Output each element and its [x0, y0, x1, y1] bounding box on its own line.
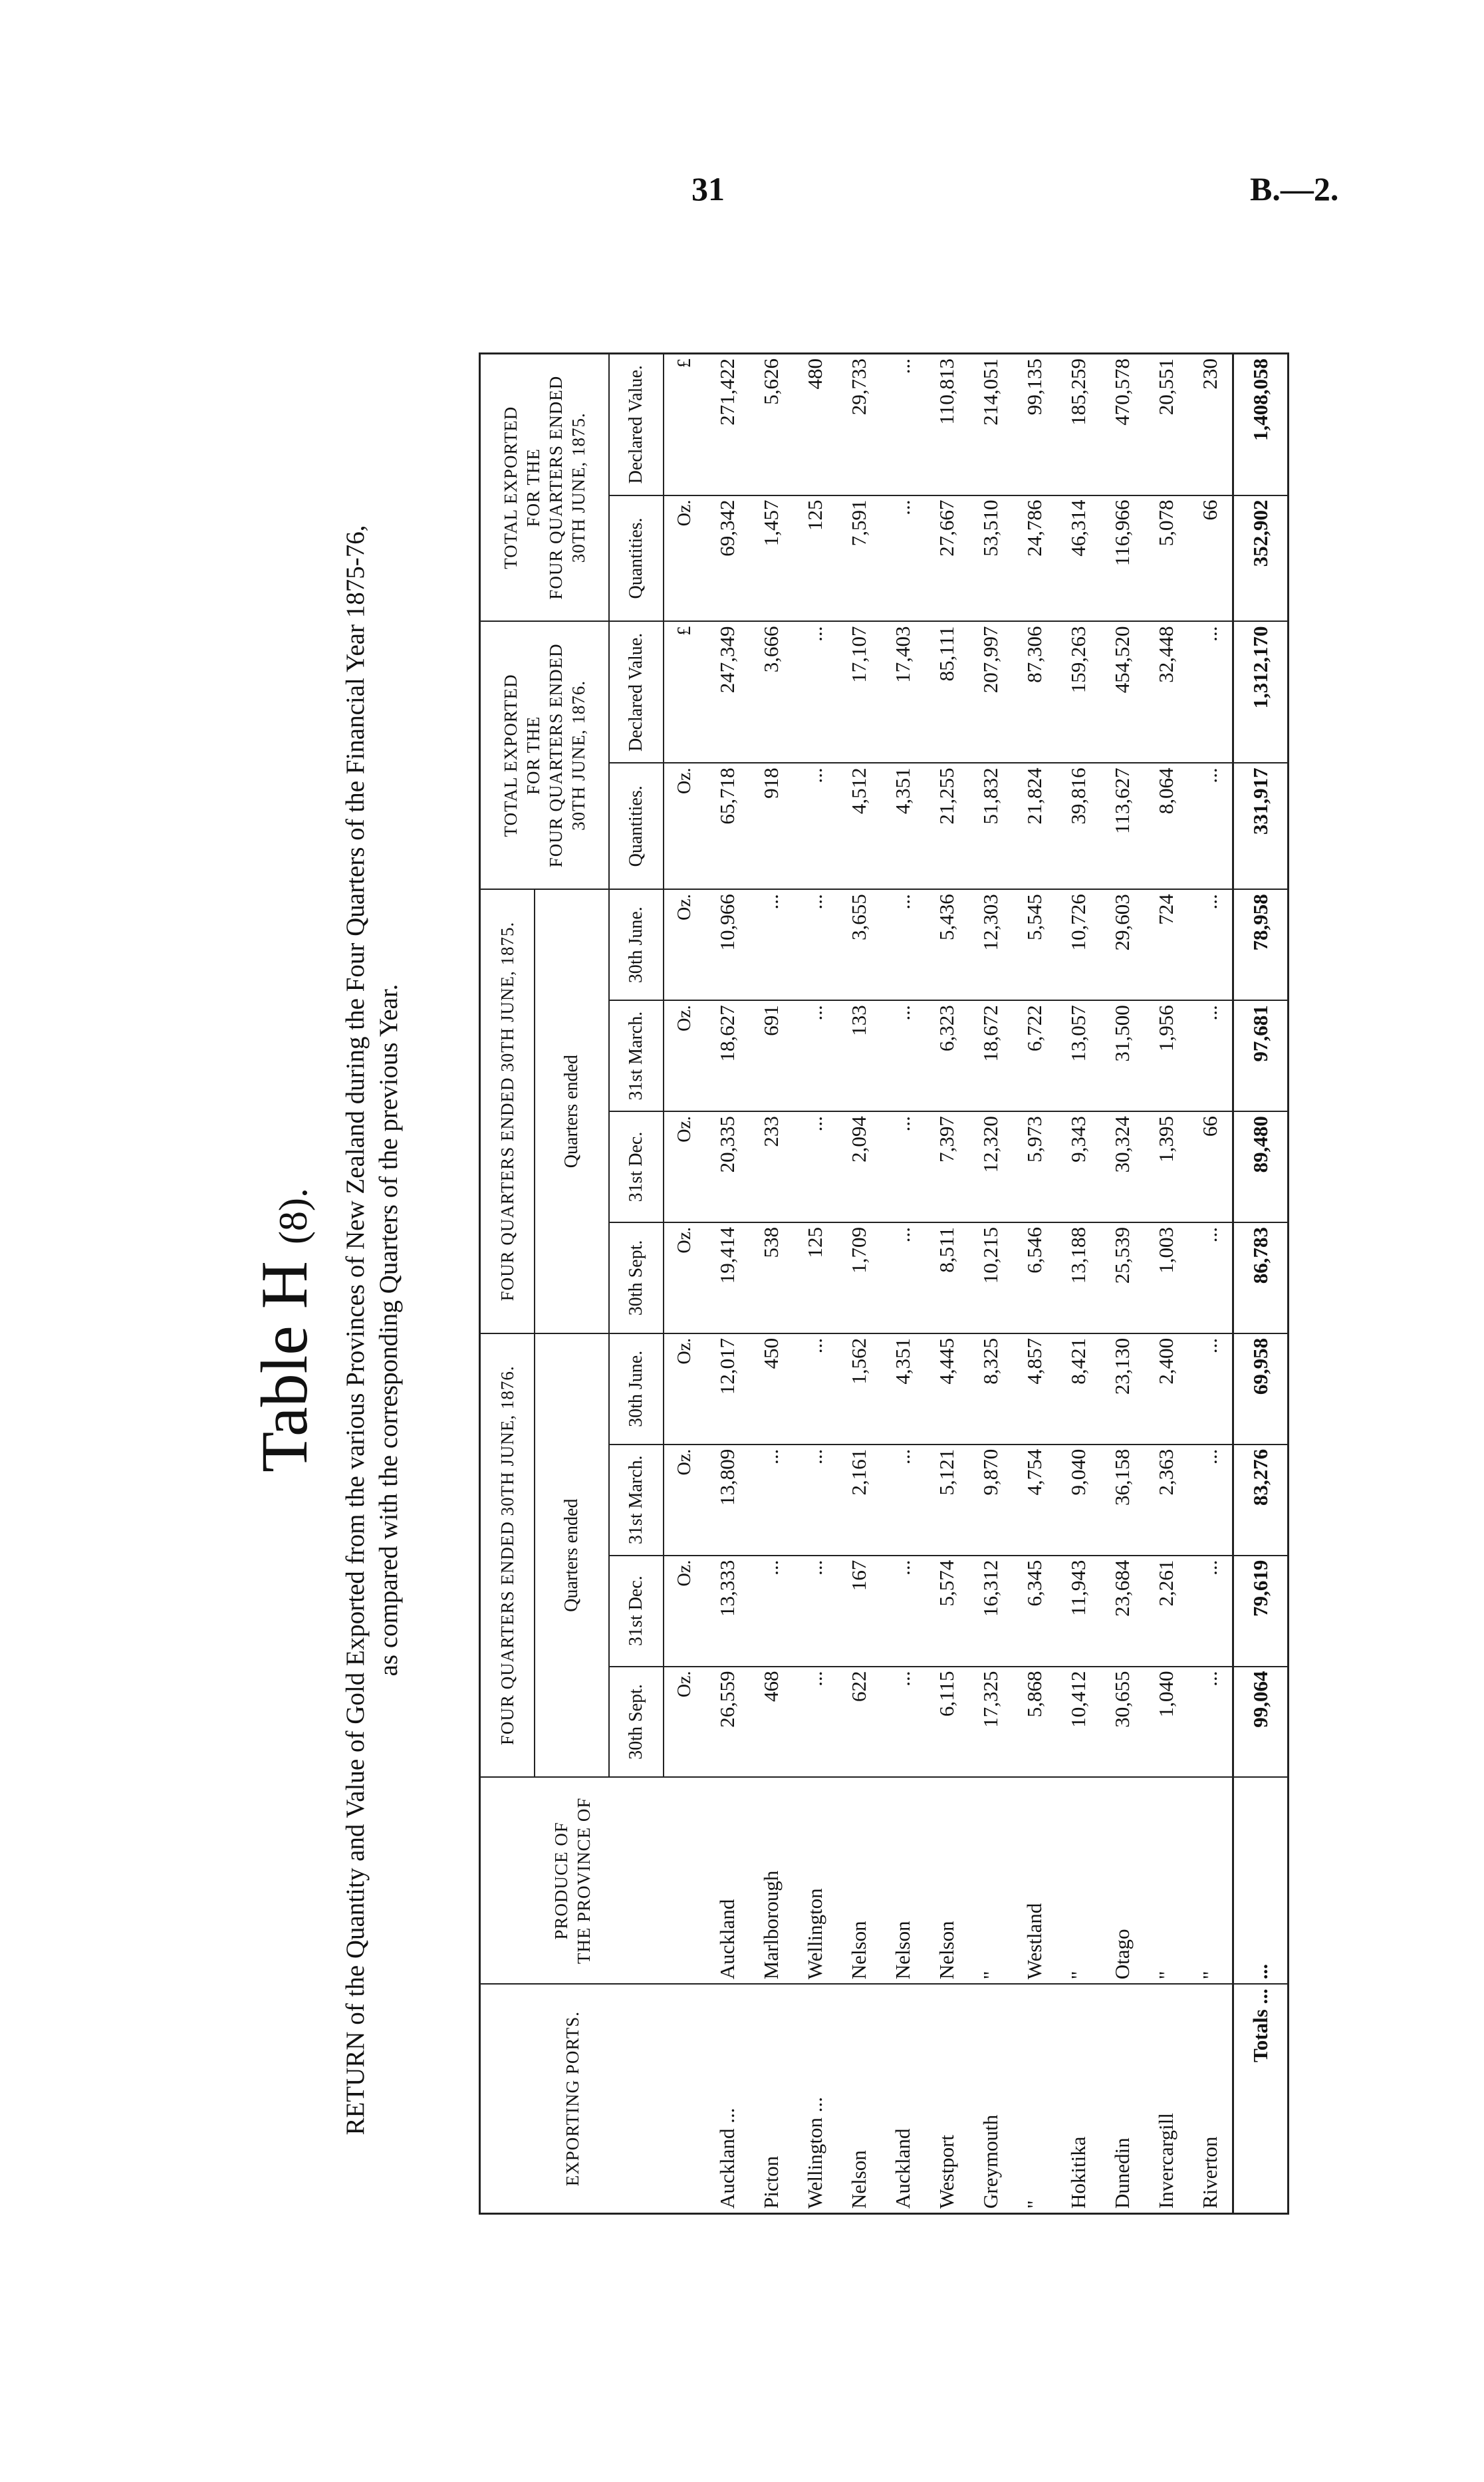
cell-quarter-1876: ... [793, 1333, 837, 1445]
cell-total-1876-value: 159,263 [1056, 621, 1100, 763]
cell-total-1876-quantity: 21,824 [1013, 763, 1056, 889]
cell-quarter-1875: ... [749, 889, 793, 1000]
header-declared-value-1875: Declared Value. [609, 354, 664, 495]
table-title-main: Table H [247, 1261, 321, 1472]
cell-total-1875-quantity: 66 [1188, 495, 1233, 622]
cell-quarter-1876: 5,121 [925, 1445, 969, 1556]
cell-total-1876-quantity: ... [793, 763, 837, 889]
cell-total-1876-value: 454,520 [1100, 621, 1144, 763]
cell-quarter-1876: 13,333 [705, 1556, 749, 1667]
cell-quarter-1876: 23,130 [1100, 1333, 1144, 1445]
cell-exporting-port: Auckland [891, 2128, 914, 2209]
header-total-1875 [480, 354, 610, 622]
header-declared-value-1876: Declared Value. [609, 621, 664, 763]
table-row [925, 354, 969, 2214]
cell-quarter-1876: 5,868 [1013, 1667, 1056, 1778]
unit-blank [664, 1777, 705, 1984]
cell-total-1876-value: 207,997 [969, 621, 1013, 763]
cell-quarter-1876: 16,312 [969, 1556, 1013, 1667]
header-total-1875-line-4: 30TH JUNE, 1875. [568, 412, 588, 563]
cell-quarter-1875: 12,320 [969, 1111, 1013, 1222]
cell-quarter-1875: 10,726 [1056, 889, 1100, 1000]
cell-totals-label: Totals ... [1233, 1984, 1289, 2213]
unit-oz: Oz. [664, 1445, 705, 1556]
cell-total-1875-quantity: 53,510 [969, 495, 1013, 622]
cell-exporting-port: Auckland ... [715, 2108, 739, 2209]
cell-quarter-1875: 6,323 [925, 1000, 969, 1111]
cell-province: Nelson [881, 1777, 925, 1984]
header-total-1875-line-3: FOUR QUARTERS ENDED [546, 375, 566, 600]
document-reference: B.—2. [1250, 170, 1339, 207]
cell-quarter-1876: 11,943 [1056, 1556, 1100, 1667]
cell-quarter-1876: 8,421 [1056, 1333, 1100, 1445]
header-total-1876-line-1: TOTAL EXPORTED [501, 674, 521, 837]
cell-quarter-1876: 2,400 [1144, 1333, 1188, 1445]
cell-total-1875-value: 5,626 [749, 354, 793, 495]
cell-quarter-1875: 6,722 [1013, 1000, 1056, 1111]
cell-quarter-1876: ... [793, 1667, 837, 1778]
cell-quarter-1875: ... [793, 1000, 837, 1111]
unit-oz: Oz. [664, 1333, 705, 1445]
cell-quarter-1875: 66 [1188, 1111, 1233, 1222]
cell-exporting-port: Dunedin [1110, 2137, 1134, 2209]
header-total-1876 [480, 621, 610, 889]
cell-quarter-1876: 4,754 [1013, 1445, 1056, 1556]
cell-grand-total-1875-quantity: 352,902 [1233, 495, 1289, 622]
table-row [1013, 354, 1056, 2214]
cell-quarter-1876: ... [1188, 1333, 1233, 1445]
cell-exporting-port: Invercargill [1154, 2112, 1177, 2209]
totals-row [1233, 354, 1289, 2214]
cell-total-1875-value: 470,578 [1100, 354, 1144, 495]
header-quarters-ended-1875: Quarters ended [535, 889, 609, 1333]
cell-exporting-port: Wellington ... [803, 2097, 826, 2209]
cell-quarter-1875: ... [881, 1000, 925, 1111]
cell-quarter-1876: 4,857 [1013, 1333, 1056, 1445]
cell-quarter-1875: ... [1188, 1222, 1233, 1333]
cell-total-1875-value: 271,422 [705, 354, 749, 495]
cell-quarter-1875: 538 [749, 1222, 793, 1333]
cell-quarter-1875: 5,436 [925, 889, 969, 1000]
cell-total-1875-value: 99,135 [1013, 354, 1056, 495]
cell-quarter-1875: 2,094 [837, 1111, 881, 1222]
cell-total-1875-quantity: 116,966 [1100, 495, 1144, 622]
cell-province: Auckland [705, 1777, 749, 1984]
unit-oz: Oz. [664, 889, 705, 1000]
table-row [837, 354, 881, 2214]
cell-quarter-1876: 622 [837, 1667, 881, 1778]
cell-quarter-1875: 233 [749, 1111, 793, 1222]
header-quantities-1876: Quantities. [609, 763, 664, 889]
cell-total-1875-quantity: ... [881, 495, 925, 622]
cell-quarter-1875: 19,414 [705, 1222, 749, 1333]
cell-total-1876-quantity: 51,832 [969, 763, 1013, 889]
cell-quarter-1875: 724 [1144, 889, 1188, 1000]
caption-line-1: RETURN of the Quantity and Value of Gold Exported from the various Provinces of New Zealand during the Four Quarters of the Financial Year 1875-76, [341, 525, 370, 2136]
cell-quarter-1876: 6,345 [1013, 1556, 1056, 1667]
cell-quarter-1876: ... [749, 1445, 793, 1556]
cell-province: Marlborough [749, 1777, 793, 1984]
cell-total-1876-value: 85,111 [925, 621, 969, 763]
cell-total-1876-value: 32,448 [1144, 621, 1188, 763]
unit-oz: Oz. [664, 1556, 705, 1667]
cell-total-quarter-1876: 69,958 [1233, 1333, 1289, 1445]
cell-grand-total-1876-quantity: 331,917 [1233, 763, 1289, 889]
table-body [664, 354, 1289, 2214]
cell-quarter-1876: ... [793, 1445, 837, 1556]
cell-quarter-1876: ... [881, 1556, 925, 1667]
cell-exporting-port: Westport [935, 2134, 958, 2209]
cell-quarter-1876: ... [1188, 1667, 1233, 1778]
cell-total-1876-quantity: 21,255 [925, 763, 969, 889]
cell-total-quarter-1875: 78,958 [1233, 889, 1289, 1000]
cell-province: Wellington [793, 1777, 837, 1984]
cell-quarter-1875: 7,397 [925, 1111, 969, 1222]
cell-quarter-1875: 31,500 [1100, 1000, 1144, 1111]
header-quarters-ended-1876: Quarters ended [535, 1333, 609, 1778]
cell-quarter-1875: 1,003 [1144, 1222, 1188, 1333]
header-four-quarters-1875: FOUR QUARTERS ENDED 30TH JUNE, 1875. [480, 889, 535, 1333]
table-title [246, 333, 322, 2328]
cell-quarter-1875: 18,627 [705, 1000, 749, 1111]
table-title-number: (8). [271, 1188, 315, 1245]
table-row [969, 354, 1013, 2214]
cell-quarter-1875: 25,539 [1100, 1222, 1144, 1333]
header-total-1876-line-3: FOUR QUARTERS ENDED [546, 643, 566, 868]
cell-total-1875-quantity: 46,314 [1056, 495, 1100, 622]
cell-total-1876-quantity: ... [1188, 763, 1233, 889]
page-number: 31 [691, 170, 725, 207]
cell-province: Nelson [837, 1777, 881, 1984]
cell-exporting-port: Hokitika [1066, 2136, 1090, 2209]
header-q1-1875: 30th Sept. [609, 1222, 664, 1333]
cell-quarter-1876: 2,363 [1144, 1445, 1188, 1556]
cell-quarter-1875: 125 [793, 1222, 837, 1333]
cell-quarter-1876: 17,325 [969, 1667, 1013, 1778]
cell-quarter-1876: 450 [749, 1333, 793, 1445]
cell-quarter-1876: ... [881, 1667, 925, 1778]
cell-province: " [1188, 1777, 1233, 1984]
table-row [749, 354, 793, 2214]
cell-quarter-1876: 13,809 [705, 1445, 749, 1556]
cell-quarter-1875: ... [881, 1222, 925, 1333]
unit-oz: Oz. [664, 495, 705, 622]
cell-quarter-1876: 6,115 [925, 1667, 969, 1778]
cell-quarter-1875: 9,343 [1056, 1111, 1100, 1222]
cell-quarter-1875: 29,603 [1100, 889, 1144, 1000]
unit-blank [664, 1984, 705, 2213]
cell-quarter-1876: 26,559 [705, 1667, 749, 1778]
header-total-1875-line-1: TOTAL EXPORTED [501, 406, 521, 569]
cell-grand-total-1875-value: 1,408,058 [1233, 354, 1289, 495]
cell-quarter-1875: 1,956 [1144, 1000, 1188, 1111]
cell-exporting-port: Nelson [847, 2150, 870, 2209]
header-produce-line-1: PRODUCE OF [551, 1822, 571, 1940]
cell-quarter-1876: 1,040 [1144, 1667, 1188, 1778]
cell-quarter-1876: ... [1188, 1445, 1233, 1556]
cell-quarter-1875: 10,215 [969, 1222, 1013, 1333]
cell-total-quarter-1876: 99,064 [1233, 1667, 1289, 1778]
header-produce-of [480, 1777, 664, 1984]
cell-quarter-1875: 10,966 [705, 889, 749, 1000]
cell-quarter-1875: 30,324 [1100, 1111, 1144, 1222]
cell-quarter-1876: 10,412 [1056, 1667, 1100, 1778]
cell-total-quarter-1876: 83,276 [1233, 1445, 1289, 1556]
cell-total-1875-value: 29,733 [837, 354, 881, 495]
gold-export-table [479, 352, 1289, 2215]
header-total-1876-line-4: 30TH JUNE, 1876. [568, 680, 588, 831]
cell-quarter-1875: 8,511 [925, 1222, 969, 1333]
cell-totals-province: ... [1233, 1777, 1289, 1984]
cell-quarter-1876: 30,655 [1100, 1667, 1144, 1778]
table-row [1100, 354, 1144, 2214]
cell-exporting-port: Greymouth [979, 2114, 1002, 2209]
header-q2-1875: 31st Dec. [609, 1111, 664, 1222]
cell-quarter-1876: 2,261 [1144, 1556, 1188, 1667]
cell-province: Westland [1013, 1777, 1056, 1984]
header-four-quarters-1876: FOUR QUARTERS ENDED 30TH JUNE, 1876. [480, 1333, 535, 1778]
cell-quarter-1875: 691 [749, 1000, 793, 1111]
cell-quarter-1875: 1,709 [837, 1222, 881, 1333]
cell-total-1876-value: ... [793, 621, 837, 763]
cell-quarter-1875: 5,545 [1013, 889, 1056, 1000]
cell-quarter-1875: 6,546 [1013, 1222, 1056, 1333]
cell-province: " [969, 1777, 1013, 1984]
cell-total-1876-value: 87,306 [1013, 621, 1056, 763]
header-q3-1875: 31st March. [609, 1000, 664, 1111]
cell-quarter-1876: ... [881, 1445, 925, 1556]
cell-quarter-1875: 3,655 [837, 889, 881, 1000]
cell-total-quarter-1875: 89,480 [1233, 1111, 1289, 1222]
cell-quarter-1875: 13,057 [1056, 1000, 1100, 1111]
cell-quarter-1876: 23,684 [1100, 1556, 1144, 1667]
table-row [793, 354, 837, 2214]
cell-province: Nelson [925, 1777, 969, 1984]
cell-total-1875-value: 185,259 [1056, 354, 1100, 495]
cell-quarter-1876: 4,351 [881, 1333, 925, 1445]
cell-quarter-1876: 5,574 [925, 1556, 969, 1667]
cell-quarter-1876: 9,040 [1056, 1445, 1100, 1556]
cell-province: " [1144, 1777, 1188, 1984]
cell-quarter-1876: 9,870 [969, 1445, 1013, 1556]
cell-total-1876-value: 17,403 [881, 621, 925, 763]
header-exporting-ports: EXPORTING PORTS. [562, 2010, 582, 2187]
cell-quarter-1875: ... [881, 1111, 925, 1222]
cell-total-1876-value: ... [1188, 621, 1233, 763]
cell-total-1876-value: 247,349 [705, 621, 749, 763]
cell-exporting-port: Picton [759, 2155, 783, 2209]
cell-total-quarter-1875: 86,783 [1233, 1222, 1289, 1333]
header-q1-1876: 30th Sept. [609, 1667, 664, 1778]
table-row [881, 354, 925, 2214]
cell-total-1875-quantity: 24,786 [1013, 495, 1056, 622]
cell-total-1876-quantity: 4,512 [837, 763, 881, 889]
cell-quarter-1875: 5,973 [1013, 1111, 1056, 1222]
cell-total-1875-value: 214,051 [969, 354, 1013, 495]
cell-grand-total-1876-value: 1,312,170 [1233, 621, 1289, 763]
cell-total-1875-quantity: 5,078 [1144, 495, 1188, 622]
cell-province: Otago [1100, 1777, 1144, 1984]
cell-quarter-1876: 4,445 [925, 1333, 969, 1445]
header-q4-1876: 30th June. [609, 1333, 664, 1445]
header-q2-1876: 31st Dec. [609, 1556, 664, 1667]
table-row [1056, 354, 1100, 2214]
table-row [1144, 354, 1188, 2214]
cell-total-1876-quantity: 39,816 [1056, 763, 1100, 889]
cell-total-1875-quantity: 69,342 [705, 495, 749, 622]
cell-quarter-1876: 36,158 [1100, 1445, 1144, 1556]
header-produce-line-2: THE PROVINCE OF [573, 1797, 594, 1965]
cell-total-1875-value: ... [881, 354, 925, 495]
unit-oz: Oz. [664, 1667, 705, 1778]
unit-pound: £ [664, 354, 705, 495]
cell-quarter-1876: ... [793, 1556, 837, 1667]
cell-quarter-1876: ... [1188, 1556, 1233, 1667]
cell-quarter-1876: 12,017 [705, 1333, 749, 1445]
cell-total-1875-value: 20,551 [1144, 354, 1188, 495]
cell-total-1875-quantity: 125 [793, 495, 837, 622]
cell-quarter-1876: 167 [837, 1556, 881, 1667]
cell-total-1875-value: 110,813 [925, 354, 969, 495]
cell-quarter-1876: 468 [749, 1667, 793, 1778]
cell-total-1875-quantity: 7,591 [837, 495, 881, 622]
header-total-1876-line-2: FOR THE [523, 716, 543, 795]
unit-oz: Oz. [664, 1000, 705, 1111]
table-caption [339, 333, 406, 2328]
cell-total-1876-quantity: 113,627 [1100, 763, 1144, 889]
unit-oz: Oz. [664, 1111, 705, 1222]
cell-total-1876-value: 17,107 [837, 621, 881, 763]
cell-total-1876-quantity: 918 [749, 763, 793, 889]
unit-row [664, 354, 705, 2214]
cell-quarter-1875: ... [793, 1111, 837, 1222]
cell-province: " [1056, 1777, 1100, 1984]
unit-oz: Oz. [664, 763, 705, 889]
cell-quarter-1875: ... [1188, 889, 1233, 1000]
cell-quarter-1875: 18,672 [969, 1000, 1013, 1111]
cell-quarter-1875: 13,188 [1056, 1222, 1100, 1333]
cell-exporting-port: Riverton [1198, 2136, 1221, 2209]
cell-quarter-1876: 2,161 [837, 1445, 881, 1556]
cell-quarter-1875: 1,395 [1144, 1111, 1188, 1222]
cell-quarter-1875: ... [881, 889, 925, 1000]
caption-line-2: as compared with the corresponding Quarters of the previous Year. [374, 984, 403, 1677]
cell-total-1875-quantity: 1,457 [749, 495, 793, 622]
cell-quarter-1875: 20,335 [705, 1111, 749, 1222]
cell-quarter-1876: 8,325 [969, 1333, 1013, 1445]
cell-quarter-1876: ... [749, 1556, 793, 1667]
header-quantities-1875: Quantities. [609, 495, 664, 622]
cell-total-1875-quantity: 27,667 [925, 495, 969, 622]
header-q4-1875: 30th June. [609, 889, 664, 1000]
cell-total-1876-quantity: 8,064 [1144, 763, 1188, 889]
header-q3-1876: 31st March. [609, 1445, 664, 1556]
table-row [705, 354, 749, 2214]
cell-total-quarter-1876: 79,619 [1233, 1556, 1289, 1667]
header-total-1875-line-2: FOR THE [523, 448, 543, 527]
table-row [1188, 354, 1233, 2214]
cell-quarter-1876: 1,562 [837, 1333, 881, 1445]
cell-quarter-1875: ... [1188, 1000, 1233, 1111]
cell-total-1876-quantity: 65,718 [705, 763, 749, 889]
cell-total-1876-value: 3,666 [749, 621, 793, 763]
cell-total-quarter-1875: 97,681 [1233, 1000, 1289, 1111]
cell-total-1875-value: 480 [793, 354, 837, 495]
unit-pound: £ [664, 621, 705, 763]
unit-oz: Oz. [664, 1222, 705, 1333]
cell-quarter-1875: 133 [837, 1000, 881, 1111]
cell-quarter-1875: ... [793, 889, 837, 1000]
cell-exporting-port: " [1023, 2200, 1046, 2209]
cell-total-1876-quantity: 4,351 [881, 763, 925, 889]
rotated-table-page [233, 333, 1272, 2328]
cell-quarter-1875: 12,303 [969, 889, 1013, 1000]
cell-total-1875-value: 230 [1188, 354, 1233, 495]
